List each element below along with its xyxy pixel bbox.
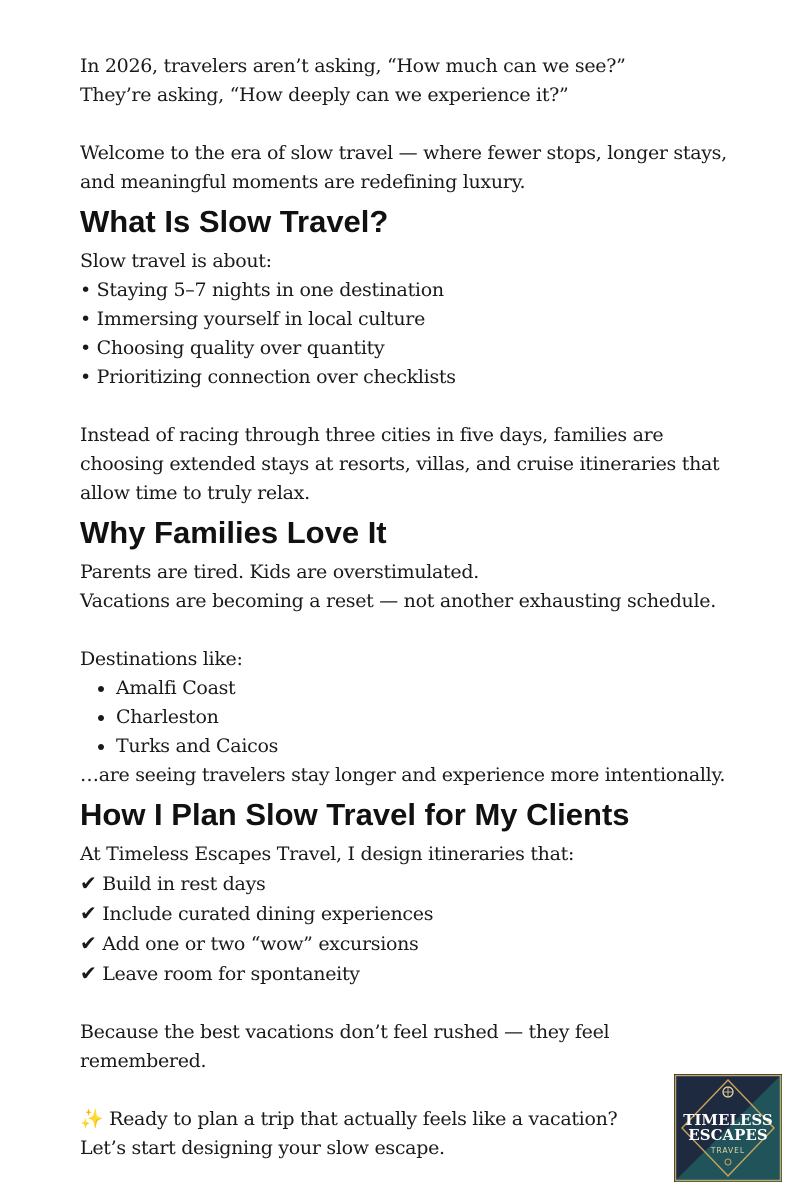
plan-check-item [80, 899, 740, 929]
destinations-outro: …are seeing travelers stay longer and experience more intentionally. [80, 764, 726, 786]
slow-travel-bullet: • Prioritizing connection over checklists [80, 366, 456, 388]
plan-check-text: Build in rest days [102, 873, 266, 895]
section-heading-why-families: Why Families Love It [80, 515, 387, 550]
plan-check-text: Leave room for spontaneity [102, 963, 360, 985]
slow-travel-bullet: • Choosing quality over quantity [80, 337, 385, 359]
intro-line-2: They’re asking, “How deeply can we experience it?” [80, 84, 569, 106]
slow-travel-paragraph: Instead of racing through three cities in five days, families are choosing extended stays at resorts, villas, and cruise itineraries that allow time to truly relax. [80, 424, 720, 504]
logo-text-escapes: ESCAPES [688, 1126, 768, 1144]
slow-travel-bullet: • Immersing yourself in local culture [80, 308, 426, 330]
destinations-lead: Destinations like: [80, 648, 243, 670]
logo-text-travel: TRAVEL [710, 1146, 746, 1155]
section-heading-how-i-plan: How I Plan Slow Travel for My Clients [80, 797, 630, 832]
slow-travel-bullet: • Staying 5–7 nights in one destination [80, 279, 444, 301]
families-line-1: Parents are tired. Kids are overstimulated. [80, 561, 479, 583]
logo-text-timeless: TIMELESS [683, 1111, 773, 1129]
cta-line-1 [80, 1105, 740, 1134]
destination-item: • Amalfi Coast [116, 674, 740, 703]
plan-closing: Because the best vacations don’t feel rushed — they feel remembered. [80, 1021, 610, 1072]
checkmark-icon: ✔ [80, 961, 97, 985]
cta-line-2: Let’s start designing your slow escape. [80, 1137, 445, 1159]
plan-check-text: Include curated dining experiences [102, 903, 434, 925]
welcome-paragraph: Welcome to the era of slow travel — where fewer stops, longer stays, and meaningful moments are redefining luxury. [80, 142, 727, 193]
checkmark-icon: ✔ [80, 871, 97, 895]
intro-line-1: In 2026, travelers aren’t asking, “How much can we see?” [80, 55, 626, 77]
blog-article [80, 52, 740, 1163]
slow-travel-lead: Slow travel is about: [80, 250, 272, 272]
destinations-list [80, 674, 740, 761]
checkmark-icon: ✔ [80, 931, 97, 955]
destination-item: • Charleston [116, 703, 740, 732]
timeless-escapes-logo [674, 1074, 782, 1182]
sparkle-icon: ✨ [80, 1108, 104, 1130]
plan-lead: At Timeless Escapes Travel, I design itineraries that: [80, 843, 575, 865]
section-heading-what-is-slow-travel: What Is Slow Travel? [80, 204, 389, 239]
plan-check-text: Add one or two “wow” excursions [102, 933, 419, 955]
plan-check-item [80, 959, 740, 989]
checkmark-icon: ✔ [80, 901, 97, 925]
cta-text-1: Ready to plan a trip that actually feels like a vacation? [109, 1108, 618, 1130]
plan-check-item [80, 929, 740, 959]
destination-item: • Turks and Caicos [116, 732, 740, 761]
families-line-2: Vacations are becoming a reset — not another exhausting schedule. [80, 590, 716, 612]
plan-check-item [80, 869, 740, 899]
